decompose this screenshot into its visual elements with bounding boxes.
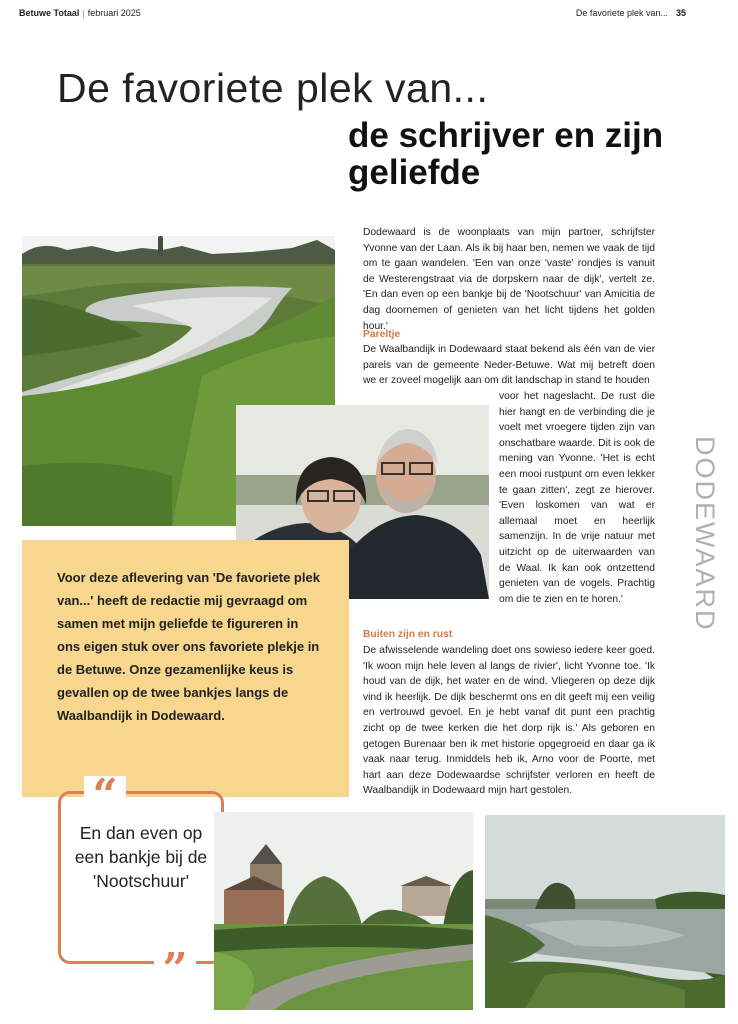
location-side-label: DODEWAARD	[690, 436, 720, 632]
waal-river-photo	[485, 815, 725, 1008]
open-quote-icon: “	[84, 776, 126, 806]
running-header-right	[576, 8, 686, 18]
pareltje-paragraph-part-1: De Waalbandijk in Dodewaard staat bekend als één van de vier parels van de gemeente Neder-Betuwe. Wat mij betreft doen we er zoveel mogelijk aan om dit landschap in stand te houden	[363, 344, 655, 387]
section-heading-pareltje: Pareltje	[363, 329, 401, 340]
running-header-left	[19, 8, 141, 18]
section-title: De favoriete plek van...	[575, 8, 668, 18]
article-subtitle: de schrijver en zijn geliefde	[348, 116, 664, 192]
article-title: De favoriete plek van...	[57, 65, 489, 111]
buiten-paragraph: De afwisselende wandeling doet ons sowieso iedere keer goed. 'Ik woon mijn hele leven al langs de rivier', licht Yvonne toe. 'Ik houd van de dijk, het water en de wind. Vliegeren op deze dijk vind ik heerlijk. De dijk beschermt ons en dit geeft mij een veilig en vertrouwd gevoel. En je hebt vanaf dit punt een prachtig zicht op de twee kerken die het dorp rijk is.' Als geboren en getogen Burenaar ben ik met historie opgegroeid en daar ga ik vaak naar terug. Inmiddels heb ik, Arno voor de Poorte, met hart aan deze Dodewaardse schrijfster verloren en heeft de Waalbandijk in Dodewaard mijn hart gestolen.	[363, 645, 655, 797]
pareltje-paragraph-part-2: voor het nageslacht. De rust die hier hangt en de verbinding die je voelt met vroegere tijden zijn van onschatbare waarde. Dit is ook de mening van Yvonne. 'Het is echt een mooi rustpunt om even lekker te gaan zitten', zegt ze hierover. 'Even loskomen van wat er allemaal moet en heerlijk samenzijn. In de vrije natuur met uitzicht op de uiterwaarden van de Waal. Ik kan ook ontzettend genieten van de vogels. Prachtig om die te zien en te horen.'	[499, 391, 655, 605]
callout-text: Voor deze aflevering van 'De favoriete plek van...' heeft de redactie mij gevraagd om samen met mijn geliefde te figureren in ons eigen stuk over ons favoriete plekje in de Betuwe. Onze gezamenlijke keus is gevallen op de twee bankjes langs de Waalbandijk in Dodewaard.	[57, 570, 320, 723]
pull-quote-text: En dan even op een bankje bij de 'Nootschuur'	[74, 823, 208, 891]
church-dike-photo	[214, 812, 473, 1010]
issue-date: februari 2025	[87, 8, 141, 18]
page-number: 35	[675, 8, 686, 18]
header-separator: |	[82, 8, 85, 18]
close-quote-icon: ”	[154, 950, 196, 980]
article-intro: Dodewaard is de woonplaats van mijn partner, schrijfster Yvonne van der Laan. Als ik bij haar ben, nemen we vaak de tijd om te gaan wandelen. 'Een van onze 'vaste' rondjes is vanuit de Westerengstraat via de dorpskern naar de dijk', vertelt ze. 'En dan even op een bankje bij de 'Nootschuur' van Amicitia de dag doornemen of genieten van het licht tijdens het golden hour.'	[363, 227, 655, 332]
section-heading-buiten: Buiten zijn en rust	[363, 629, 453, 640]
publication-name: Betuwe Totaal	[19, 8, 80, 18]
